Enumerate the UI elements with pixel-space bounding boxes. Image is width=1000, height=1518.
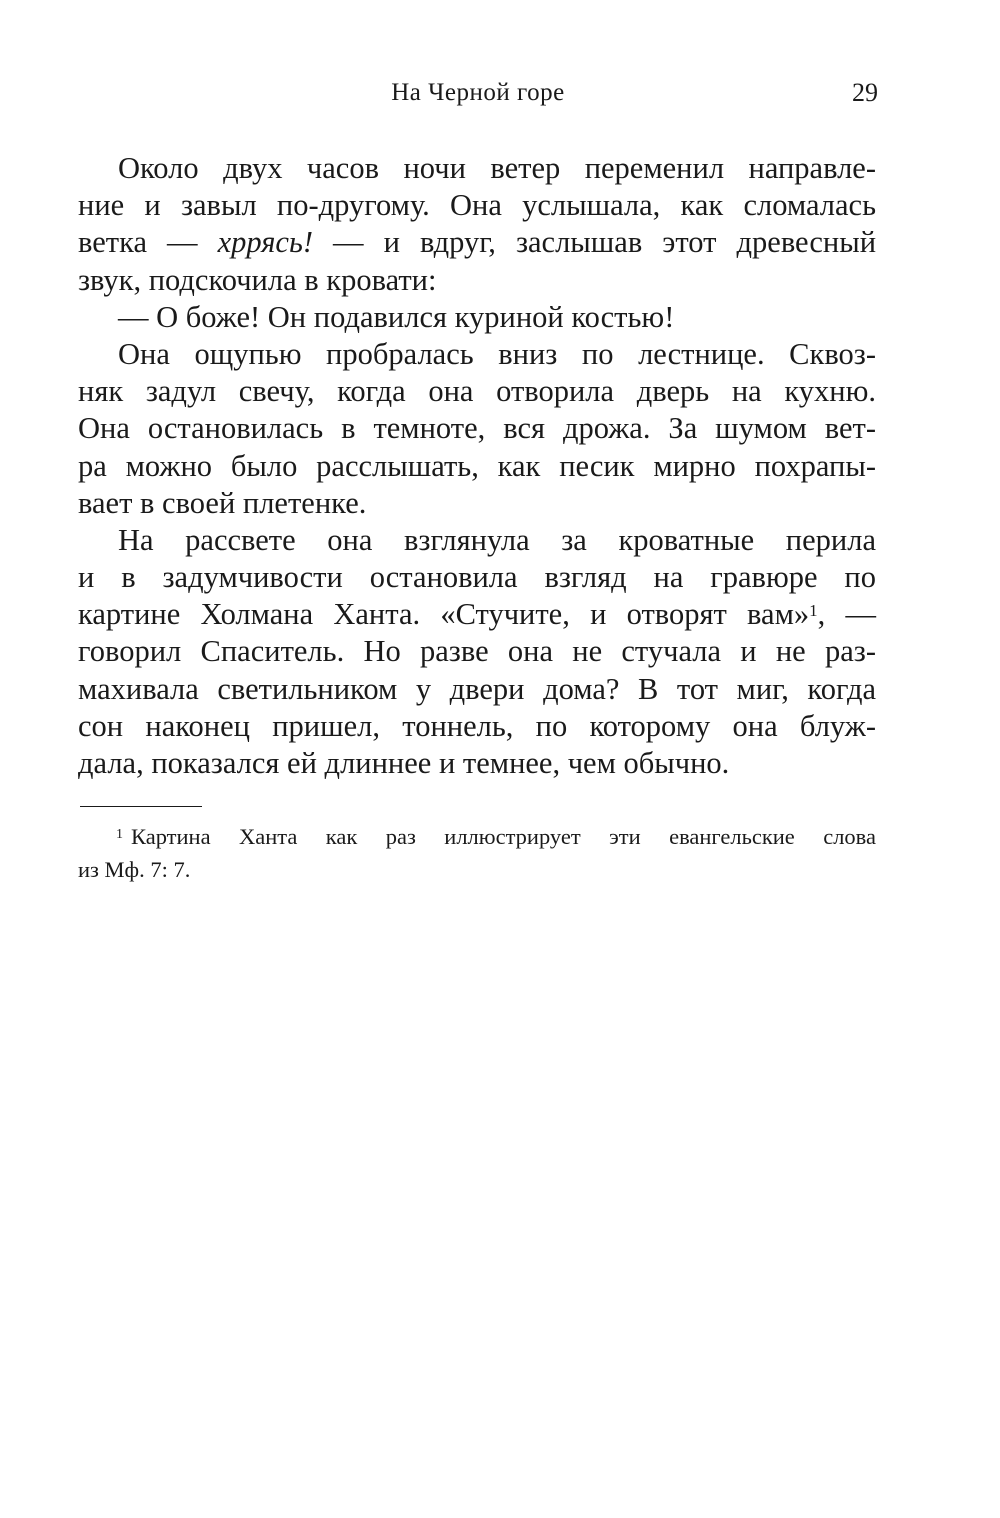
footnote-line: из Мф. 7: 7.: [78, 857, 191, 882]
footnote-separator: [80, 806, 202, 807]
text-line: Она ощупью пробралась вниз по лестнице. Сквоз-: [118, 336, 876, 371]
text-line: и в задумчивости остановила взгляд на гравюре по: [78, 560, 876, 595]
text-line: няк задул свечу, когда она отворила дверь на кухню.: [78, 374, 876, 409]
footnote: [78, 820, 876, 886]
text-line: сон наконец пришел, тоннель, по которому она блуж-: [78, 708, 876, 743]
text-line: На рассвете она взглянула за кроватные перила: [118, 522, 876, 557]
text-line: ра можно было расслышать, как песик мирно похрапы-: [78, 448, 876, 483]
footnote-reference: 1: [809, 601, 818, 621]
text-line: говорил Спаситель. Но разве она не стучала и не раз-: [78, 634, 876, 669]
footnote-line: [78, 820, 876, 853]
footnote-text: Картина Ханта как раз иллюстрирует эти евангельские слова: [131, 824, 876, 849]
text-line: — О боже! Он подавился куриной костью!: [118, 299, 675, 334]
text-line: [78, 224, 876, 261]
running-head: [78, 76, 878, 110]
running-title: На Черной горе: [391, 79, 565, 106]
text-line: дала, показался ей длиннее и темнее, чем обычно.: [78, 746, 730, 780]
text-line: Она остановилась в темноте, вся дрожа. За шумом вет-: [78, 411, 876, 446]
text-line: Около двух часов ночи ветер переменил направле-: [118, 151, 876, 185]
text-fragment: ветка —: [78, 225, 198, 260]
text-fragment: , —: [817, 597, 877, 632]
text-line: [78, 596, 876, 633]
text-fragment: — и вдруг, заслышав этот древесный: [333, 225, 877, 260]
body-text: [78, 150, 876, 782]
text-line: вает в своей плетенке.: [78, 485, 367, 520]
text-line: ние и завыл по-другому. Она услышала, как сломалась: [78, 188, 876, 223]
italic-fragment: хррясь!: [217, 225, 313, 260]
text-line: махивала светильником у двери дома? В тот миг, когда: [78, 671, 876, 706]
page-number: 29: [852, 78, 878, 107]
text-line: звук, подскочила в кровати:: [78, 262, 437, 297]
text-fragment: картине Холмана Ханта. «Стучите, и отворят вам»: [78, 597, 810, 632]
footnote-marker: 1: [116, 827, 123, 842]
